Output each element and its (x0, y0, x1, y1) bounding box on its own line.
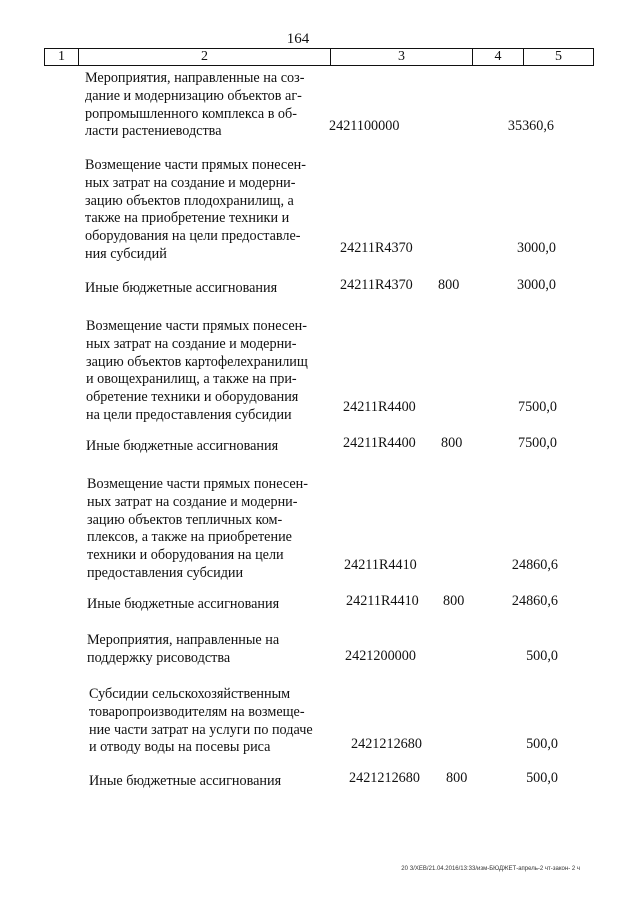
description-line: Иные бюджетные ассигнования (89, 773, 282, 789)
row-description (87, 632, 331, 668)
description-line: Мероприятия, направленные на соз- (85, 70, 305, 86)
column-header-2: 2 (79, 49, 331, 65)
description-line: Возмещение части прямых понесен- (87, 476, 308, 492)
row-description (85, 70, 329, 141)
row-amount: 7500,0 (517, 399, 557, 415)
row-code: 24211R4410 (346, 593, 419, 609)
row-amount: 24860,6 (511, 593, 558, 609)
description-line: техники и оборудования на цели (87, 547, 284, 564)
row-expense-type: 800 (446, 770, 468, 786)
description-line: зацию объектов плодохранилищ, а (85, 192, 294, 209)
row-amount: 500,0 (526, 648, 558, 664)
row-amount: 3000,0 (516, 240, 556, 256)
row-amount: 3000,0 (516, 277, 556, 293)
row-description (86, 318, 330, 425)
description-line: Возмещение части прямых понесен- (86, 318, 307, 334)
description-line: ропромышленного комплекса в об- (85, 105, 297, 122)
column-header-3: 3 (331, 49, 473, 65)
description-line: Возмещение части прямых понесен- (85, 157, 306, 173)
row-description (89, 773, 333, 791)
description-line: зацию объектов тепличных ком- (87, 511, 283, 528)
row-expense-type: 800 (438, 277, 460, 293)
description-line: и овощехранилищ, а также на при- (86, 371, 297, 388)
description-line: Иные бюджетные ассигнования (86, 438, 279, 454)
page-number: 164 (286, 31, 310, 47)
row-amount: 500,0 (526, 736, 558, 752)
row-code: 24211R4400 (343, 399, 416, 415)
description-line: Иные бюджетные ассигнования (85, 280, 278, 296)
description-line: ных затрат на создание и модерни- (85, 174, 296, 191)
column-header-4: 4 (473, 49, 524, 65)
description-line: Мероприятия, направленные на (87, 632, 280, 648)
row-description (87, 596, 331, 614)
description-line: также на приобретение техники и (85, 210, 290, 227)
description-line: ных затрат на создание и модерни- (86, 335, 297, 352)
row-amount: 7500,0 (517, 435, 557, 451)
row-amount: 35360,6 (507, 118, 554, 134)
row-code: 2421212680 (351, 736, 422, 752)
row-amount: 24860,6 (511, 557, 558, 573)
document-footer: 20 З/ХЕВ/21.04.2016/13:33/изм-БЮДЖЕТ-апрель-2 чт-закон- 2 ч (401, 866, 580, 872)
description-line: оборудования на цели предоставле- (85, 228, 301, 245)
description-line: поддержку рисоводства (87, 649, 231, 666)
row-amount: 500,0 (526, 770, 558, 786)
row-expense-type: 800 (443, 593, 465, 609)
row-code: 24211R4400 (343, 435, 416, 451)
column-header-5: 5 (555, 49, 562, 64)
description-line: обретение техники и оборудования (86, 389, 299, 406)
column-header-1: 1 (45, 49, 79, 65)
description-line: товаропроизводителям на возмеще- (89, 703, 305, 720)
description-line: Иные бюджетные ассигнования (87, 596, 280, 612)
row-description (86, 438, 330, 456)
description-line: и отводу воды на посевы риса (89, 739, 271, 756)
row-description (89, 686, 333, 757)
description-line: ния субсидий (85, 245, 167, 262)
row-description (85, 280, 329, 298)
row-code: 24211R4410 (344, 557, 417, 573)
description-line: на цели предоставления субсидии (86, 406, 292, 423)
description-line: Субсидии сельскохозяйственным (89, 686, 291, 702)
description-line: зацию объектов картофелехранилищ (86, 353, 308, 370)
row-description (85, 157, 329, 264)
description-line: дание и модернизацию объектов аг- (85, 87, 302, 104)
description-line: ние части затрат на услуги по подаче (89, 721, 313, 738)
table-header (44, 48, 594, 66)
row-code: 24211R4370 (340, 277, 413, 293)
description-line: предоставления субсидии (87, 564, 244, 581)
row-description (87, 476, 331, 583)
description-line: ласти растениеводства (85, 123, 222, 140)
row-code: 2421100000 (329, 118, 400, 134)
description-line: плексов, а также на приобретение (87, 529, 292, 546)
row-expense-type: 800 (441, 435, 463, 451)
row-code: 24211R4370 (340, 240, 413, 256)
row-code: 2421200000 (345, 648, 416, 664)
description-line: ных затрат на создание и модерни- (87, 493, 298, 510)
row-code: 2421212680 (349, 770, 420, 786)
